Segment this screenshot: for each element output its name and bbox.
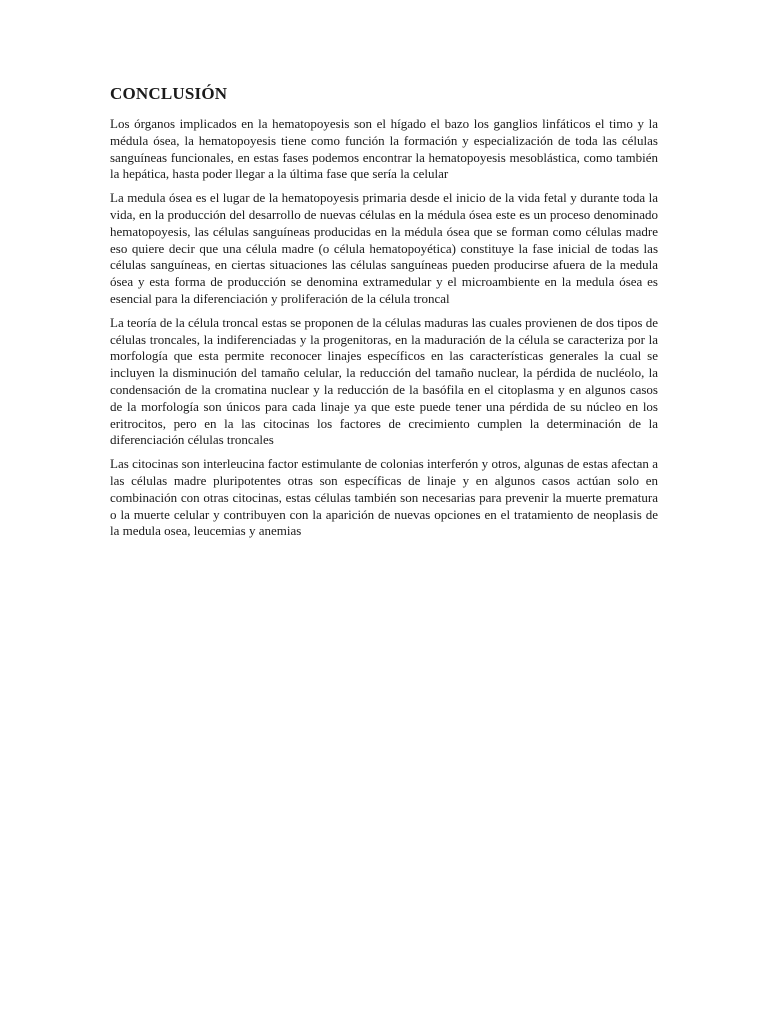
paragraph-organos: Los órganos implicados en la hematopoyesis son el hígado el bazo los ganglios linfáticos el timo y la médula ósea, la hematopoyesis tiene como función la formación y especialización de toda las células sanguíneas funcionales, en estas fases podemos encontrar la hematopoyesis mesoblástica, como también la hepática, hasta poder llegar a la última fase que sería la celular — [110, 116, 658, 182]
paragraph-citocinas: Las citocinas son interleucina factor estimulante de colonias interferón y otros, algunas de estas afectan a las células madre pluripotentes otras son específicas de linaje y en algunos casos actúan solo en combinación con otras citocinas, estas células también son necesarias para prevenir la muerte prematura o la muerte celular y contribuyen con la aparición de nuevas opciones en el tratamiento de neoplasis de la medula osea, leucemias y anemias — [110, 456, 658, 539]
document-body — [110, 84, 658, 547]
paragraph-medula-osea: La medula ósea es el lugar de la hematopoyesis primaria desde el inicio de la vida fetal y durante toda la vida, en la producción del desarrollo de nuevas células en la médula ósea este es un proceso denominado hematopoyesis, las células sanguíneas producidas en la médula ósea que se forman como células madre eso quiere decir que una célula madre (o célula hematopoyética) constituye la fase inicial de todas las células sanguíneas, en ciertas situaciones las células sanguíneas pueden producirse afuera de la medula ósea y esta forma de producción se denomina extramedular y el microambiente en la medula ósea es esencial para la diferenciación y proliferación de la célula troncal — [110, 190, 658, 306]
page-title: CONCLUSIÓN — [110, 84, 228, 103]
paragraph-celula-troncal: La teoría de la célula troncal estas se proponen de la células maduras las cuales provienen de dos tipos de células troncales, la indiferenciadas y la progenitoras, en la maduración de la célula se caracteriza por la morfología que esta permite reconocer linajes específicos en las características generales la cual se incluyen la disminución del tamaño celular, la reducción del tamaño nuclear, la pérdida de nucléolo, la condensación de la cromatina nuclear y la reducción de la basófila en el citoplasma y en algunos casos de la morfología son únicos para cada linaje ya que este puede tener una pérdida de su núcleo en los eritrocitos, pero en la las citocinas los factores de crecimiento cumplen la determinación de la diferenciación células troncales — [110, 314, 658, 448]
